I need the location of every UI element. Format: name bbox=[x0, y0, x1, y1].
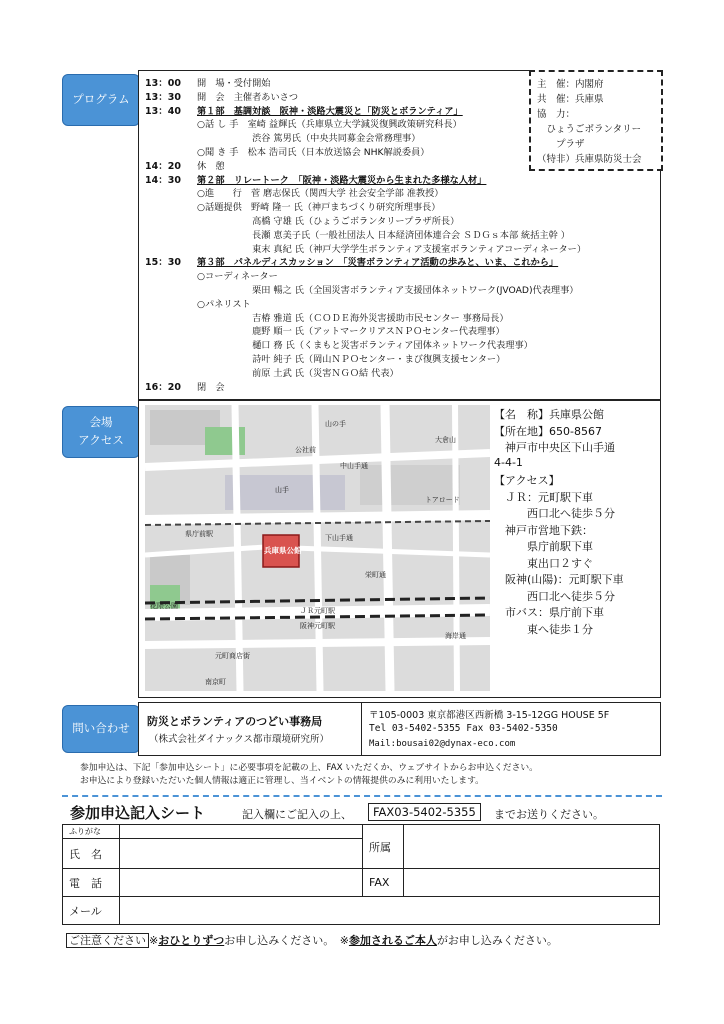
program-time: 15：30 bbox=[145, 257, 181, 269]
organizer-line: 共 催：兵庫県 bbox=[537, 94, 604, 105]
venue-info-line: 【所在地】650-8567 bbox=[494, 424, 602, 438]
form-fax-number: FAX03-5402-5355 bbox=[368, 803, 481, 821]
note-2: お申込により登録いただいた個人情報は適正に管理し、当イベントの情報提供のみに利用いたします。 bbox=[80, 776, 484, 786]
map-label-okurayama: 大倉山 bbox=[435, 436, 456, 444]
fax-label: FAX bbox=[363, 869, 404, 897]
map-label-motomachi: 元町商店街 bbox=[215, 652, 250, 660]
application-form bbox=[62, 824, 660, 925]
program-tab bbox=[62, 74, 140, 126]
venue-tab-label-1: 会場 bbox=[89, 415, 113, 430]
org-name: 防災とボランティアのつどい事務局 bbox=[147, 715, 323, 728]
venue-tab bbox=[62, 406, 140, 458]
program-item: 長瀬 恵美子氏（一般社団法人 日本経済団体連合会 ＳＤＧｓ本部 統括主幹 ） bbox=[197, 229, 570, 241]
program-item: ○進 行 菅 磨志保氏（関西大学 社会安全学部 准教授） bbox=[197, 188, 444, 200]
map-label-jr: ＪＲ元町駅 bbox=[300, 607, 335, 615]
program-time: 14：30 bbox=[145, 174, 181, 186]
inquiry-mail[interactable]: Mail:bousai02@dynax-eco.com bbox=[369, 739, 516, 749]
program-time: 13：30 bbox=[145, 91, 181, 103]
furigana-label: ふりがな bbox=[63, 825, 120, 839]
form-instruction: 記入欄にご記入の上、 bbox=[242, 808, 352, 821]
phone-label: 電 話 bbox=[63, 869, 120, 897]
venue-info-line: 東へ徒歩１分 bbox=[494, 622, 593, 636]
venue-info-line: 西口北へ徒歩５分 bbox=[494, 589, 615, 603]
program-item: 渋谷 篤男氏（中央共同募金会常務理事） bbox=[197, 133, 421, 145]
map-label-yamanote: 山の手 bbox=[325, 420, 346, 428]
venue-info-line: 【名 称】兵庫県公館 bbox=[494, 408, 604, 421]
map-label-yamate: 山手 bbox=[275, 486, 289, 494]
program-item: 第３部 パネルディスカッション 「災害ボランティア活動の歩みと、いま、これから」 bbox=[197, 257, 559, 269]
venue-info-line: 神戸市中央区下山手通 bbox=[494, 441, 615, 454]
program-item: 開 場・受付開始 bbox=[197, 78, 271, 89]
caution-one-each: おひとりずつ bbox=[158, 934, 225, 947]
program-item: 前原 土武 氏（災害ＮＧＯ結 代表） bbox=[197, 367, 399, 379]
map-label-venue: 兵庫県公館 bbox=[264, 546, 302, 555]
inquiry-tab bbox=[62, 705, 140, 753]
organizer-line: 主 催：内閣府 bbox=[537, 79, 604, 90]
affiliation-field[interactable] bbox=[404, 825, 660, 869]
venue-info-line: 市バス：県庁前下車 bbox=[494, 606, 604, 619]
venue-info-line: 西口北へ徒歩５分 bbox=[494, 507, 615, 520]
program-item: 詩叶 純子 氏（岡山ＮＰＯセンター・まび復興支援センター） bbox=[197, 354, 506, 365]
organizer-line: ひょうごボランタリー bbox=[537, 124, 642, 135]
caution-line bbox=[66, 932, 558, 948]
note-1: 参加申込は、下記「参加申込シート」に必要事項を記載の上、FAX いただくか、ウェブサイトからお申込ください。 bbox=[80, 763, 538, 773]
map-label-kaigan: 海岸通 bbox=[445, 632, 466, 640]
inquiry-address: 〒105-0003 東京都港区西新橋 3-15-12GG HOUSE 5F bbox=[369, 710, 610, 721]
program-item: 休 憩 bbox=[197, 160, 225, 172]
program-item: ○聞 き 手 松本 浩司氏（日本放送協会 NHK解説委員） bbox=[197, 147, 430, 158]
fax-field[interactable] bbox=[404, 869, 660, 897]
organizer-line: 協 力： bbox=[537, 109, 576, 120]
org-sub: （株式会社ダイナックス都市環境研究所） bbox=[149, 734, 330, 745]
program-time: 13：00 bbox=[145, 78, 181, 89]
map-label-nankin: 南京町 bbox=[205, 678, 226, 686]
form-title: 参加申込記入シート bbox=[70, 804, 206, 822]
organizer-line: （特非）兵庫県防災士会 bbox=[537, 154, 642, 165]
name-label: 氏 名 bbox=[63, 839, 120, 869]
program-time: 13：40 bbox=[145, 105, 181, 117]
venue-info-line: 東出口２すぐ bbox=[494, 556, 593, 570]
map-label-hanshin: 阪神元町駅 bbox=[300, 622, 335, 630]
caution-mark-1: ※ bbox=[149, 934, 159, 947]
caution-text-1: お申し込みください。 ※ bbox=[224, 934, 349, 947]
caution-self: 参加されるご本人 bbox=[348, 934, 437, 947]
name-field[interactable] bbox=[120, 839, 363, 869]
program-item: ○話題提供 野崎 隆一 氏（神戸まちづくり研究所理事長） bbox=[197, 202, 441, 214]
map-label-tor-road: トアロード bbox=[425, 496, 460, 504]
venue-info-line: 神戸市営地下鉄： bbox=[494, 523, 593, 537]
program-item: 閉 会 bbox=[197, 381, 225, 393]
venue-info-line: ＪＲ：元町駅下車 bbox=[494, 490, 593, 504]
venue-info-line: 4-4-1 bbox=[494, 455, 523, 469]
program-item: 吉椿 雅道 氏（ＣＯＤＥ海外災害援助市民センター 事務局長） bbox=[197, 312, 509, 324]
map-label-kousha: 公社前 bbox=[295, 446, 316, 454]
venue-info-line: 【アクセス】 bbox=[494, 474, 560, 487]
phone-field[interactable] bbox=[120, 869, 363, 897]
program-item: ○話 し 手 室崎 益輝氏（兵庫県立大学減災復興政策研究科長） bbox=[197, 119, 462, 131]
furigana-field[interactable] bbox=[120, 825, 363, 839]
program-tab-label: プログラム bbox=[72, 92, 130, 107]
program-item: 樋口 務 氏（くまもと災害ボランティア団体ネットワーク代表理事） bbox=[197, 340, 533, 352]
cut-line bbox=[62, 795, 662, 797]
program-item: 栗田 暢之 氏（全国災害ボランティア支援団体ネットワーク(JVOAD)代表理事） bbox=[197, 285, 579, 296]
program-item: ○コーディネーター bbox=[197, 271, 278, 283]
venue-info-line: 県庁前駅下車 bbox=[494, 540, 593, 553]
venue-info-line: 阪神(山陽)：元町駅下車 bbox=[494, 573, 624, 586]
program-item: 東末 真紀 氏（神戸大学学生ボランティア支援室ボランティアコーディネーター） bbox=[197, 243, 587, 255]
inquiry-divider bbox=[361, 703, 362, 755]
inquiry-panel bbox=[138, 702, 661, 756]
email-label: メール bbox=[63, 897, 120, 925]
inquiry-tab-label: 問い合わせ bbox=[72, 721, 130, 736]
map-label-kenmae: 県庁前駅 bbox=[185, 530, 213, 538]
organizer-line: プラザ bbox=[537, 139, 585, 150]
program-time: 14：20 bbox=[145, 160, 181, 172]
email-field[interactable] bbox=[120, 897, 660, 925]
form-instruction-tail: までお送りください。 bbox=[494, 808, 604, 821]
caution-box: ご注意ください bbox=[66, 933, 149, 948]
program-item: ○パネリスト bbox=[197, 298, 251, 310]
venue-tab-label-2: アクセス bbox=[78, 433, 124, 447]
map-label-park: 花隈公園 bbox=[150, 602, 178, 610]
map-label-sakaemachi: 栄町通 bbox=[365, 571, 386, 579]
affiliation-label: 所属 bbox=[363, 825, 404, 869]
program-item: 高橋 守雄 氏（ひょうごボランタリープラザ所長） bbox=[197, 216, 460, 227]
map-label-shimoyamate: 下山手通 bbox=[325, 534, 353, 542]
program-item: 第２部 リレートーク 「阪神・淡路大震災から生まれた多様な人材」 bbox=[197, 174, 487, 186]
program-item: 第１部 基調対談 阪神・淡路大震災と「防災とボランティア」 bbox=[197, 105, 463, 117]
map-label-nakayamate: 中山手通 bbox=[340, 462, 368, 470]
map-roads bbox=[145, 405, 490, 691]
program-item: 鹿野 順一 氏（アットマークリアスＮＰＯセンター代表理事） bbox=[197, 326, 505, 338]
program-item: 開 会 主催者あいさつ bbox=[197, 91, 299, 103]
inquiry-tel-fax: Tel 03-5402-5355 Fax 03-5402-5350 bbox=[369, 723, 558, 734]
organizer-box bbox=[529, 70, 663, 171]
caution-text-2: がお申し込みください。 bbox=[436, 934, 558, 947]
access-map bbox=[145, 405, 490, 691]
program-time: 16：20 bbox=[145, 381, 181, 393]
